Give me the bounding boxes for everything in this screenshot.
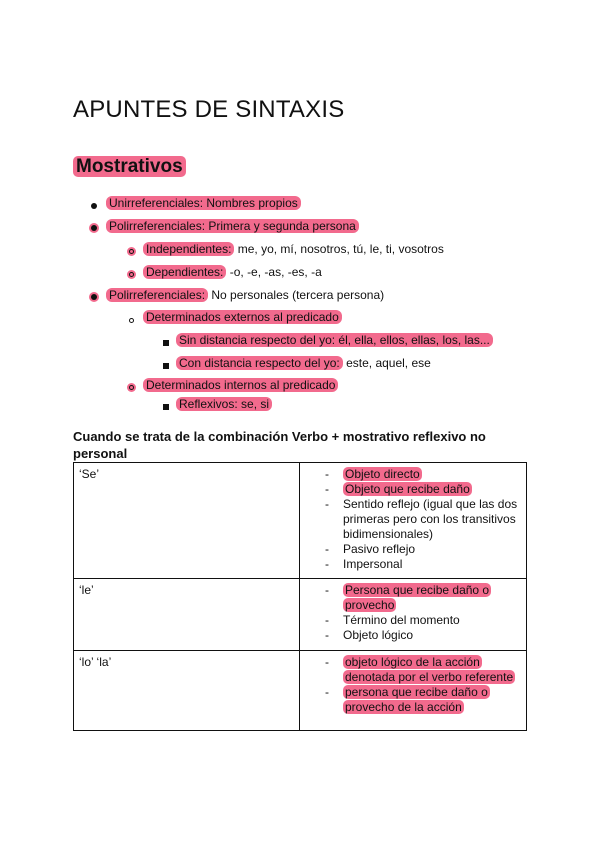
outline-text: Determinados externos al predicado (143, 310, 342, 324)
uses-list (305, 583, 521, 643)
outline-text: Unirreferenciales: Nombres propios (106, 196, 301, 210)
bullet-circle (129, 311, 134, 327)
bullet-square (163, 334, 169, 350)
outline-text: Polirreferenciales: Primera y segunda persona (106, 219, 359, 233)
uses-list (305, 655, 521, 715)
list-item (325, 542, 521, 557)
list-item-text: Objeto lógico (343, 628, 414, 642)
outline-text: Sin distancia respecto del yo: él, ella, ellos, ellas, los, las... (176, 333, 493, 347)
uses-cell (300, 579, 527, 651)
pronoun-cell (74, 579, 300, 651)
table-heading: Cuando se trata de la combinación Verbo + mostrativo reflexivo no personal (73, 429, 486, 461)
list-item (325, 613, 521, 628)
pronoun-text: ‘Se’ (79, 467, 100, 481)
list-item-text: Persona que recibe daño o provecho (345, 583, 490, 612)
bullet-square (163, 398, 169, 414)
bullet-dot (89, 219, 99, 235)
outline-label: Polirreferenciales: (106, 288, 208, 302)
list-item (325, 497, 521, 542)
list-item-text: Objeto que recibe daño (345, 482, 470, 496)
bullet-dot (91, 197, 97, 213)
outline-text: -o, -e, -as, -es, -a (226, 265, 322, 279)
section-heading-text: Mostrativos (73, 156, 186, 177)
bullet-circle (127, 242, 136, 258)
table-row (74, 651, 527, 731)
outline-item-internos (143, 377, 338, 393)
outline-item-sin-distancia (176, 332, 493, 348)
outline-text: Reflexivos: se, si (176, 397, 272, 411)
pronoun-cell (74, 463, 300, 579)
pronoun-text: ‘lo’ ‘la’ (79, 655, 112, 669)
outline-item-independientes (143, 241, 444, 257)
outline-text: Determinados internos al predicado (143, 378, 338, 392)
list-item-text: Término del momento (343, 613, 460, 627)
outline-label: Dependientes: (143, 265, 226, 279)
bullet-dot (89, 288, 99, 304)
outline-item-externos (143, 309, 342, 325)
pronoun-table (73, 462, 527, 731)
list-item (325, 583, 521, 613)
outline-item-dependientes (143, 264, 322, 280)
outline-item-polirreferenciales-2 (106, 287, 384, 303)
list-item (325, 482, 521, 497)
list-item (325, 467, 521, 482)
bullet-circle (127, 378, 136, 394)
page-title: APUNTES DE SINTAXIS (73, 96, 345, 123)
list-item-text: Objeto directo (345, 467, 420, 481)
pronoun-text: ‘le’ (79, 583, 94, 597)
section-heading (73, 156, 186, 178)
list-item-text: persona que recibe daño o provecho de la acción (345, 685, 488, 714)
outline-item-reflexivos (176, 396, 272, 412)
bullet-square (163, 357, 169, 373)
bullet-circle (127, 265, 136, 281)
outline-label: Independientes: (143, 242, 234, 256)
outline-text: este, aquel, ese (342, 356, 431, 370)
list-item-text: Sentido reflejo (igual que las dos primeras pero con los transitivos bidimensionales) (343, 497, 518, 541)
list-item (325, 655, 521, 685)
table-row (74, 579, 527, 651)
uses-cell (300, 651, 527, 731)
list-item (325, 557, 521, 572)
outline-item-unirreferenciales (106, 195, 301, 211)
uses-list (305, 467, 521, 572)
list-item (325, 685, 521, 715)
list-item (325, 628, 521, 643)
uses-cell (300, 463, 527, 579)
list-item-text: objeto lógico de la acción denotada por el verbo referente (345, 655, 514, 684)
pronoun-cell (74, 651, 300, 731)
table-row (74, 463, 527, 579)
outline-item-con-distancia (176, 355, 431, 371)
outline-text: No personales (tercera persona) (208, 288, 385, 302)
outline-label: Con distancia respecto del yo: (176, 356, 343, 370)
list-item-text: Impersonal (343, 557, 403, 571)
list-item-text: Pasivo reflejo (343, 542, 416, 556)
outline-text: me, yo, mí, nosotros, tú, le, ti, vosotros (234, 242, 444, 256)
outline-item-polirreferenciales-1 (106, 218, 359, 234)
